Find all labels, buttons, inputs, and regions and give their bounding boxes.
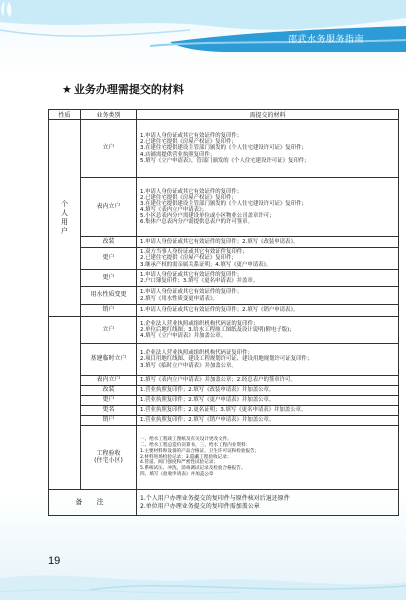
business-type-cell: 表内立户 xyxy=(81,376,137,386)
category-label: 个人用户 xyxy=(60,200,69,236)
material-item: 1.企业法人营业执照或组织机构代码证的复印件； xyxy=(140,320,259,327)
table-row xyxy=(49,416,399,426)
business-type-cell: 立户 xyxy=(81,120,137,178)
material-item: 1.企业法人营业执照或组织机构代码证复印件； xyxy=(140,350,253,357)
materials-cell xyxy=(137,305,399,317)
table-header-row xyxy=(49,110,399,120)
material-item: 1.申请人身份证或其它有效证件的复印件； xyxy=(140,271,243,278)
header-cell-materials: 需提交的材料 xyxy=(137,110,399,120)
business-type-cell: 改装 xyxy=(81,237,137,248)
table-row xyxy=(49,287,399,305)
material-item: 4.填写《立户申请表》并加盖公章。 xyxy=(140,333,227,340)
material-item: 2.已建住宅提供《房屋产权证》复印件； xyxy=(140,139,237,146)
material-item: 2.已建住宅提供《房屋产权证》复印件； xyxy=(140,255,237,262)
water-drop-logo-icon xyxy=(0,0,14,18)
material-item: 四、填写《验收申请表》并加盖公章 xyxy=(140,471,214,477)
material-item: 2.已建住宅提供《房屋产权证》复印件； xyxy=(140,194,237,201)
material-item: 3.继承产权的需亲属关系证明；4.填写《更户申请表》。 xyxy=(140,261,272,268)
material-item: 1.营业执照复印件；2.填写《改装申请表》并加盖公章。 xyxy=(140,387,275,394)
table-row xyxy=(49,248,399,270)
business-type-cell: 更户 xyxy=(81,248,137,270)
business-type-cell: 用水性质变更 xyxy=(81,287,137,305)
table-row xyxy=(49,305,399,317)
materials-cell xyxy=(137,237,399,248)
remark-item: 1.个人用户办理业务提交的复印件与原件核对后退还原件 xyxy=(140,494,290,502)
header-cell-nature: 性质 xyxy=(49,110,81,120)
business-type-line: (住宅小区) xyxy=(94,456,123,464)
business-type-cell: 更户 xyxy=(81,270,137,287)
table-row xyxy=(49,426,399,490)
material-item: 1.填写《表内立户申请表》并加盖公章；2.经总表户的签章许可。 xyxy=(140,377,296,384)
table-row xyxy=(49,376,399,386)
material-item: 2.项目用地红线图、建设工程规划许可证、建设用地规划许可证复印件； xyxy=(140,356,313,363)
material-item: 1.营业执照复印件；2.更名证明；3.填写《更名申请表》并加盖公章。 xyxy=(140,407,307,414)
material-item: 4.管道、阀门强度和严密性试验记录； xyxy=(140,460,218,466)
business-type-cell: 改装 xyxy=(81,386,137,396)
materials-cell xyxy=(137,287,399,305)
table-row xyxy=(49,120,399,178)
material-item: 3.在建住宅提供建设主管部门颁发的《个人住宅建设许可证》复印件； xyxy=(140,200,307,207)
materials-cell xyxy=(137,406,399,416)
material-item: 1.申请人身份证或其它有效证件的复印件；2.填写《改装申请表》。 xyxy=(140,238,299,245)
category-cell-unit xyxy=(49,317,81,490)
material-item: 3.在建住宅提供建设主管部门颁发的《个人住宅建设许可证》复印件； xyxy=(140,145,307,152)
table-row xyxy=(49,317,399,344)
business-type-cell: 表内立户 xyxy=(81,178,137,237)
header-cell-business-type: 业务类别 xyxy=(81,110,137,120)
material-item: 2.户口簿复印件；3.填写《更名申请表》并盖章。 xyxy=(140,278,259,284)
material-item: 1.营业执照复印件；2.填写《更户申请表》并加盖公章。 xyxy=(140,397,275,404)
remark-item: 2.单位用户办理业务提交的复印件需加盖公章 xyxy=(140,502,260,510)
section-title xyxy=(62,81,184,97)
material-item: 1.申请人身份证或其它有效证件的复印件； xyxy=(140,133,243,140)
table-row xyxy=(49,344,399,376)
material-item: 5.填写《立户申请表》，管部门颁发的《个人住宅建设许可证》复印件； xyxy=(140,157,310,164)
materials-cell xyxy=(137,178,399,237)
material-item: 4.填写《表内立户申请表》； xyxy=(140,207,208,213)
material-item: 一、给水工程竣工图纸及有关设计更改文件。 xyxy=(140,437,232,443)
business-type-cell: 基建临时立户 xyxy=(81,344,137,376)
star-icon: ★ xyxy=(62,83,72,96)
business-type-cell: 销户 xyxy=(81,305,137,317)
material-item: 6.集体户总表内分户需提供总表户的许可签章。 xyxy=(140,219,253,226)
footer-wave-graphic xyxy=(0,520,406,600)
material-item: 2.材料进场检验记录；3.隐蔽工程验收记录； xyxy=(140,454,232,460)
table-row xyxy=(49,396,399,406)
header-banner xyxy=(0,0,406,60)
materials-cell xyxy=(137,120,399,178)
materials-cell xyxy=(137,344,399,376)
materials-cell xyxy=(137,317,399,344)
materials-cell xyxy=(137,376,399,386)
materials-cell xyxy=(137,396,399,406)
material-item: 1.营业执照复印件；2.填写《销户申请表》并加盖公章。 xyxy=(140,417,275,424)
material-item: 1.主要材料和设备的产品合格证、卫生许可证和检验报告； xyxy=(140,448,260,454)
material-item: 1.申请人身份证或其它有效证件的复印件； xyxy=(140,188,243,195)
table-row xyxy=(49,406,399,416)
business-type-line: 工程验收 xyxy=(96,450,121,458)
business-type-cell: 更名 xyxy=(81,406,137,416)
remarks-label: 备 注 xyxy=(49,490,137,516)
materials-cell xyxy=(137,248,399,270)
table-row xyxy=(49,386,399,396)
material-item: 2.填写《用水性质变更申请表》。 xyxy=(140,295,218,302)
material-item: 5.小区总表内分户需建设单位或小区物业公司盖章许可； xyxy=(140,213,275,220)
materials-cell xyxy=(137,416,399,426)
table-row xyxy=(49,237,399,248)
table-row xyxy=(49,178,399,237)
business-type-cell: 更户 xyxy=(81,396,137,406)
material-item: 3.填写《临时立户申请表》并加盖公章。 xyxy=(140,362,237,369)
material-item: 二、给水工程总造价决算书，三、给水工程内业资料： xyxy=(140,443,251,448)
category-cell-individual xyxy=(49,120,81,317)
business-type-cell: 立户 xyxy=(81,317,137,344)
materials-table xyxy=(48,109,399,516)
material-item: 1.申请人身份证或其它有效证件的复印件；2.填写《销户申请表》。 xyxy=(140,307,299,314)
material-item: 1.双方当事人身份证或其它有效证件复印件； xyxy=(140,249,248,256)
table-row xyxy=(49,270,399,287)
remarks-cell xyxy=(137,490,399,516)
business-type-cell: 销户 xyxy=(81,416,137,426)
materials-cell xyxy=(137,426,399,490)
materials-cell xyxy=(137,270,399,287)
material-item: 4.店铺需提供营业执照复印件； xyxy=(140,151,216,158)
materials-cell xyxy=(137,386,399,396)
page-number: 19 xyxy=(48,555,61,567)
section-title-text: 业务办理需提交的材料 xyxy=(73,83,184,96)
material-item: 2.单位后地红线图；3.给水工程竣工图纸及设计说明(附电子版)； xyxy=(140,326,295,333)
header-title: 邵武水务服务指南 xyxy=(287,35,364,45)
business-type-cell-acceptance xyxy=(81,426,137,490)
remarks-row xyxy=(49,490,399,516)
material-item: 5.系统试压、冲洗、消毒调试记录及检验合格报告。 xyxy=(140,466,246,472)
material-item: 1.申请人身份证或其它有效证件的复印件； xyxy=(140,289,243,296)
header-wave-graphic xyxy=(0,0,406,60)
